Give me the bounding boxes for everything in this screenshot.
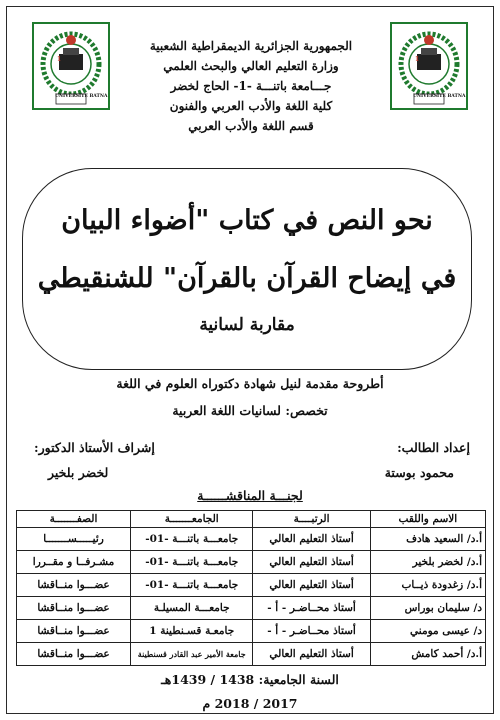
member-university: جامعـــة باتنـــة -01- (131, 574, 253, 597)
supervisor-label: إشراف الأستاذ الدكتور: (34, 440, 155, 455)
thesis-specialty: تخصص: لسانيات اللغة العربية (172, 403, 328, 418)
table-row (17, 620, 486, 643)
department-name: قسم اللغة والأدب العربي (188, 119, 314, 133)
member-name: أ.د/ أحمد كامش (370, 643, 485, 666)
thesis-subtitle: مقاربة لسانية (199, 315, 295, 335)
member-name: أ.د/ لخضر بلخير (370, 551, 485, 574)
member-name: أ.د/ زغدودة ذيــاب (370, 574, 485, 597)
university-name: جـــامعة باتنـــة -1- الحاج لخضر (170, 79, 332, 93)
thesis-description: أطروحة مقدمة لنيل شهادة دكتوراه العلوم في اللغة (116, 376, 384, 391)
logo-right-number: 1 (415, 56, 420, 63)
ministry-name: وزارة التعليم العالي والبحث العلمي (163, 59, 339, 73)
member-rank: أستاذ التعليم العالي (253, 574, 370, 597)
member-role: مشـرفــا و مقــررا (17, 551, 131, 574)
member-role: عضـــوا منــاقشا (17, 643, 131, 666)
committee-title: لجنـــة المناقشــــــة (197, 488, 303, 503)
logo-right-year: 1977 (418, 77, 432, 83)
header-role: الصفـــــــة (17, 511, 131, 528)
country-name: الجمهورية الجزائرية الديمقراطية الشعبية (149, 39, 353, 53)
logo-left-number: 1 (57, 56, 62, 63)
header-rank: الرتبــــة (253, 511, 370, 528)
member-university: جامعة الأمير عبد القادر قسنطينة (131, 643, 253, 666)
academic-year-gregorian: 2017 / 2018 م (202, 696, 298, 711)
table-row (17, 643, 486, 666)
member-name: د/ عيسى مومني (370, 620, 485, 643)
logo-left-year: 1977 (60, 77, 74, 83)
member-university: جامعـــة باتنـــة -01- (131, 528, 253, 551)
thesis-title-line1: نحو النص في كتاب "أضواء البيان (61, 205, 433, 236)
committee-table (16, 510, 486, 666)
member-rank: أستاذ محــاضـر - أ - (253, 597, 370, 620)
faculty-name: كلية اللغة والأدب العربي والفنون (169, 99, 333, 113)
header-name: الاسم واللقب (370, 511, 485, 528)
member-rank: أستاذ التعليم العالي (253, 551, 370, 574)
member-role: عضـــوا منــاقشا (17, 574, 131, 597)
member-rank: أستاذ التعليم العالي (253, 528, 370, 551)
member-university: جامعـــة باتنـــة -01- (131, 551, 253, 574)
thesis-title-line2: في إيضاح القرآن بالقرآن" للشنقيطي (37, 263, 457, 294)
logo-left-caption: UNIVERSITE BATNA (55, 94, 108, 99)
member-university: جامعـة قسـنطينة 1 (131, 620, 253, 643)
table-row (17, 597, 486, 620)
member-name: د/ سليمان بوراس (370, 597, 485, 620)
table-row (17, 528, 486, 551)
table-row (17, 551, 486, 574)
thesis-title-box (22, 168, 472, 370)
member-rank: أستاذ محــاضـر - أ - (253, 620, 370, 643)
student-name: محمود بوستة (384, 465, 454, 480)
logo-right-caption: UNIVERSITE BATNA (413, 94, 466, 99)
member-rank: أستاذ التعليم العالي (253, 643, 370, 666)
table-row (17, 574, 486, 597)
committee-header-row (17, 511, 486, 528)
header-university: الجامعـــــــة (131, 511, 253, 528)
member-role: عضـــوا منــاقشا (17, 597, 131, 620)
member-university: جامعـــة المسيلـة (131, 597, 253, 620)
member-role: رئيـــــســـــــا (17, 528, 131, 551)
institution-header (118, 36, 384, 136)
supervisor-name: لخضر بلخير (48, 465, 109, 480)
student-label: إعداد الطالب: (397, 440, 470, 455)
member-role: عضـــوا منــاقشا (17, 620, 131, 643)
member-name: أ.د/ السعيد هادف (370, 528, 485, 551)
academic-year-hijri: السنة الجامعية: 1438 / 1439هـ (161, 672, 339, 687)
